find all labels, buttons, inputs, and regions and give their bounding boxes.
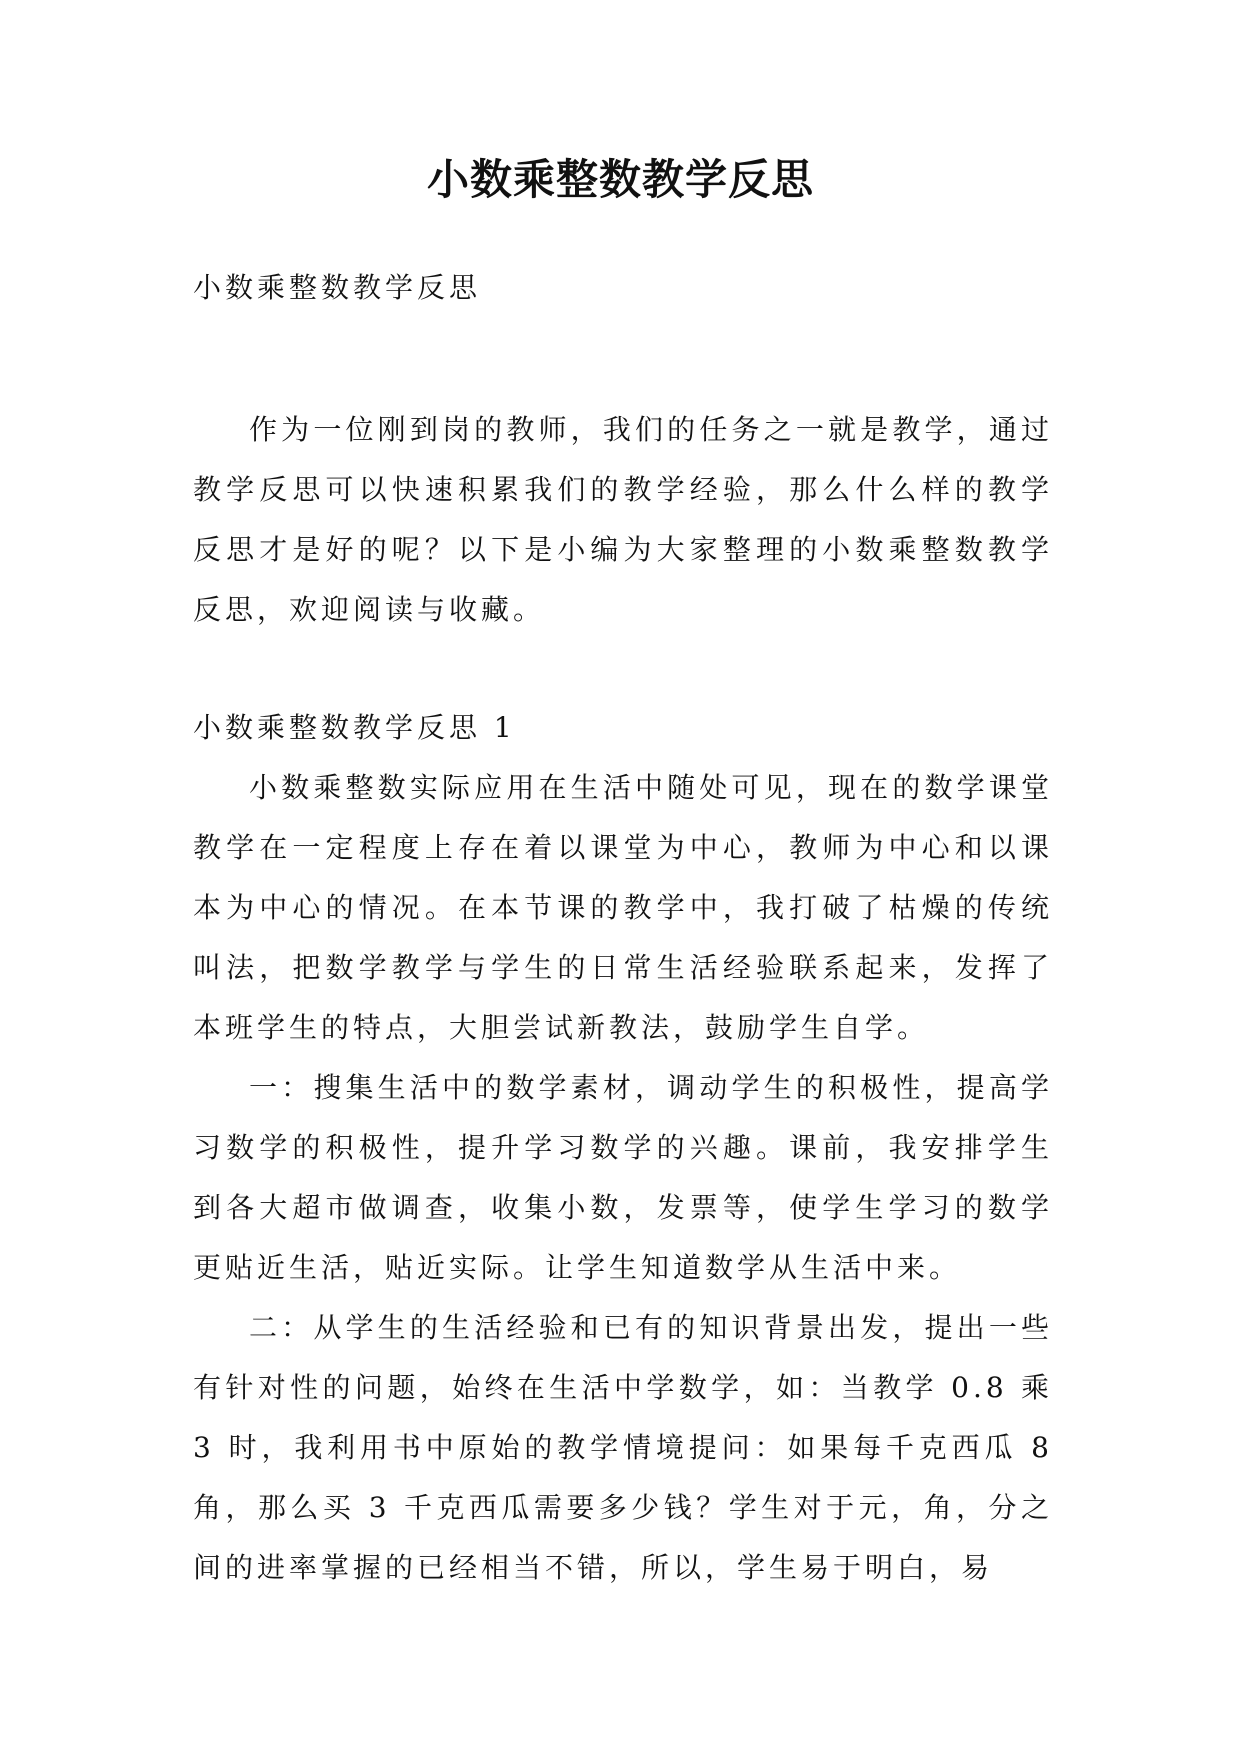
intro-paragraph: 作为一位刚到岗的教师，我们的任务之一就是教学，通过教学反思可以快速积累我们的教学经验，那么什么样的教学反思才是好的呢？以下是小编为大家整理的小数乘整数教学反思，欢迎阅读与收藏。	[193, 413, 1053, 626]
section-1	[193, 698, 1053, 1598]
section-1-paragraph-1: 小数乘整数实际应用在生活中随处可见，现在的数学课堂教学在一定程度上存在着以课堂为中心，教师为中心和以课本为中心的情况。在本节课的教学中，我打破了枯燥的传统叫法，把数学教学与学生的日常生活经验联系起来，发挥了本班学生的特点，大胆尝试新教法，鼓励学生自学。	[193, 771, 1053, 1044]
page-title: 小数乘整数教学反思	[426, 155, 814, 204]
section-1-paragraph-2: 一：搜集生活中的数学素材，调动学生的积极性，提高学习数学的积极性，提升学习数学的兴趣。课前，我安排学生到各大超市做调查，收集小数，发票等，使学生学习的数学更贴近生活，贴近实际。让学生知道数学从生活中来。	[193, 1071, 1053, 1284]
intro-section	[193, 400, 1053, 640]
section-1-paragraph-3: 二：从学生的生活经验和已有的知识背景出发，提出一些有针对性的问题，始终在生活中学数学，如：当教学 0.8 乘 3 时，我利用书中原始的教学情境提问：如果每千克西瓜 8 角，那么买 3 千克西瓜需要多少钱？学生对于元，角，分之间的进率掌握的已经相当不错，所以，学生易于明白，易	[193, 1311, 1053, 1584]
document-subtitle: 小数乘整数教学反思	[193, 271, 482, 304]
section-1-heading: 小数乘整数教学反思 1	[193, 711, 516, 744]
